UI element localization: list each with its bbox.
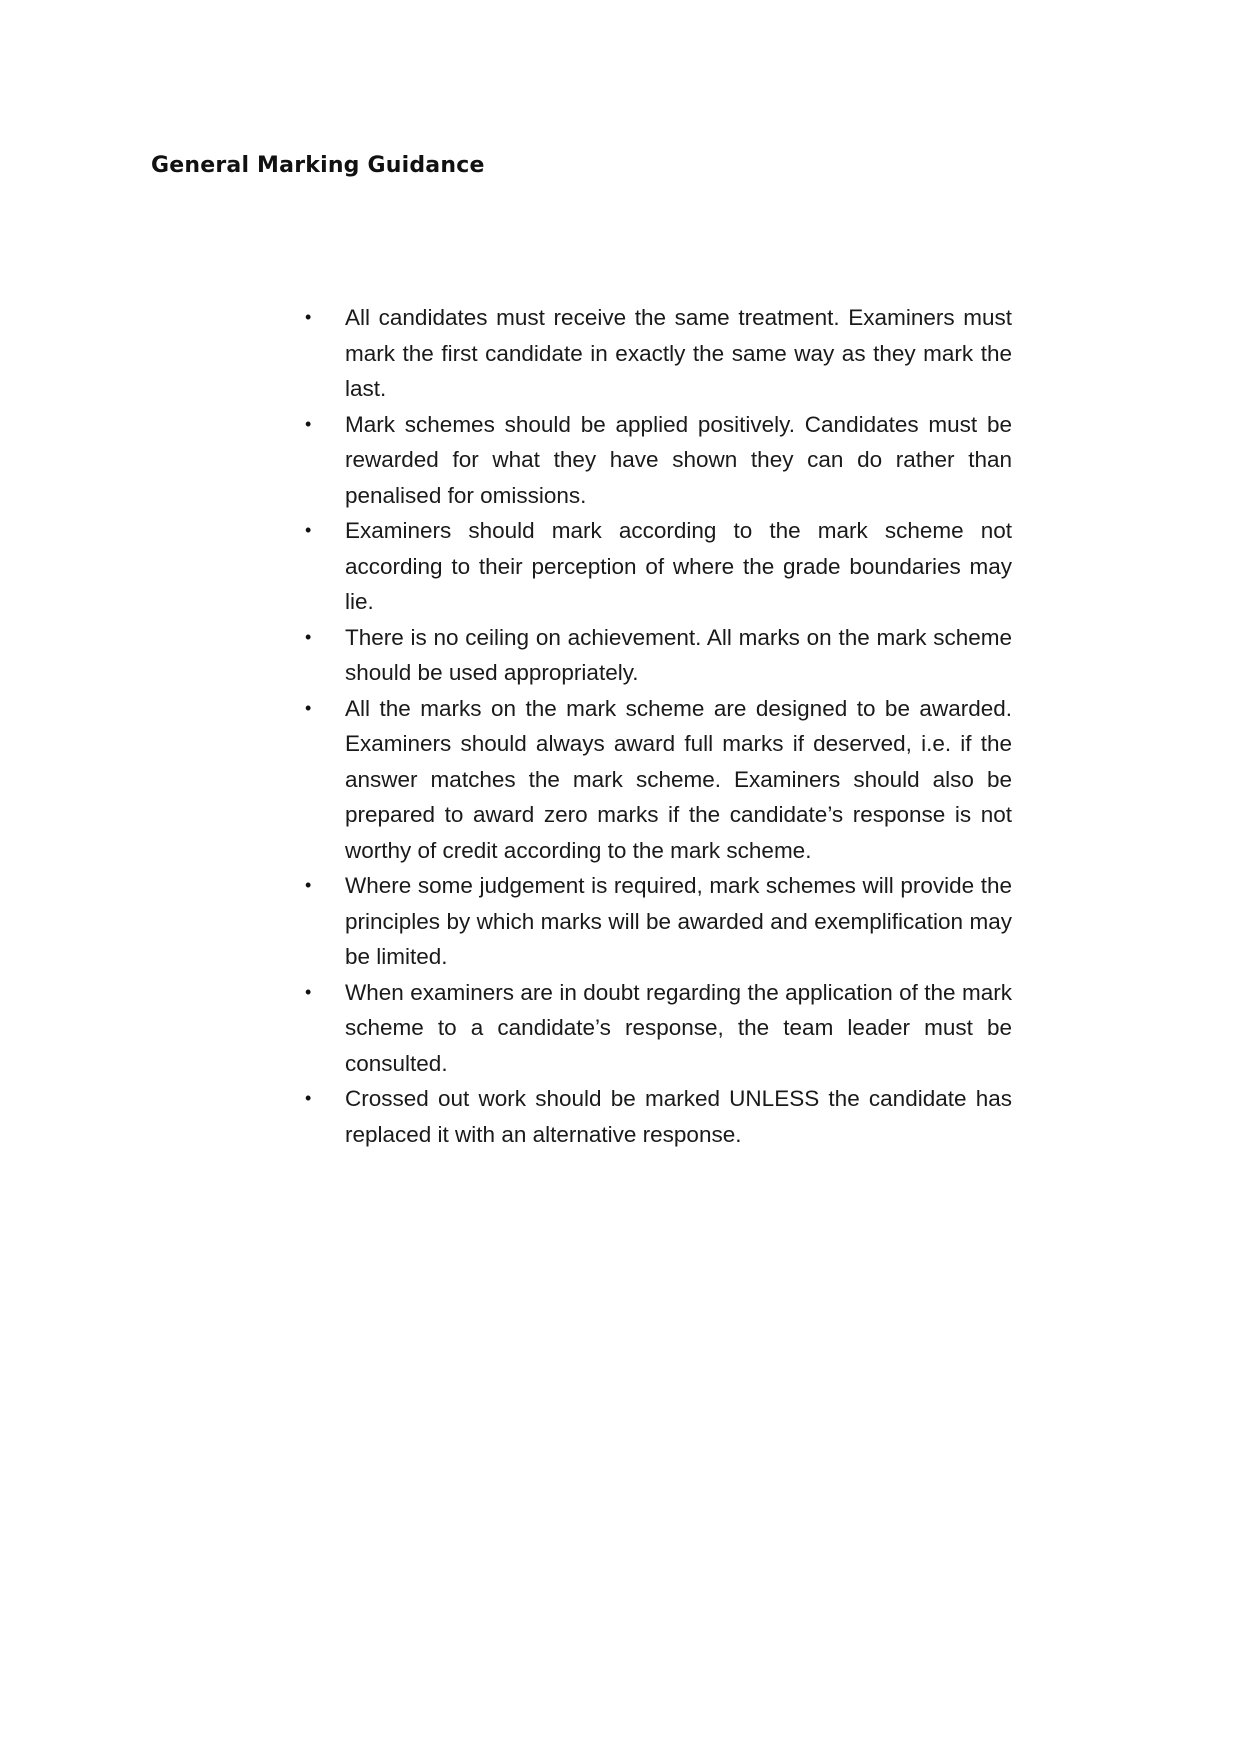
list-item-text: There is no ceiling on achievement. All marks on the mark scheme should be used appropriately.	[345, 624, 1012, 685]
bullet-icon: •	[305, 697, 312, 718]
bullet-icon: •	[305, 626, 312, 647]
list-item-text: Where some judgement is required, mark schemes will provide the principles by which marks will be awarded and exemplification may be limited.	[345, 873, 1012, 969]
list-item	[305, 513, 1012, 620]
bullet-icon: •	[305, 413, 312, 434]
list-item-text: Examiners should mark according to the mark scheme not according to their perception of where the grade boundaries may lie.	[345, 518, 1012, 614]
list-item	[305, 1081, 1012, 1152]
list-item-text: When examiners are in doubt regarding the application of the mark scheme to a candidate’s response, the team leader must be consulted.	[345, 979, 1012, 1076]
list-item	[305, 300, 1012, 407]
list-item-text: All the marks on the mark scheme are designed to be awarded. Examiners should always award full marks if deserved, i.e. if the answer matches the mark scheme. Examiners should also be prepared to award zero marks if the candidate’s response is not worthy of credit according to the mark scheme.	[345, 695, 1012, 863]
list-item	[305, 691, 1012, 869]
bullet-icon: •	[305, 1088, 312, 1108]
bullet-icon: •	[305, 875, 312, 895]
list-item-text: Mark schemes should be applied positively. Candidates must be rewarded for what they have shown they can do rather than penalised for omissions.	[345, 411, 1012, 508]
list-item	[305, 975, 1012, 1082]
guidance-list	[305, 300, 1012, 1152]
list-item	[305, 407, 1012, 514]
list-item-text: Crossed out work should be marked UNLESS the candidate has replaced it with an alternative response.	[345, 1086, 1012, 1147]
bullet-icon: •	[305, 981, 312, 1002]
bullet-icon: •	[305, 307, 312, 327]
page-title: General Marking Guidance	[151, 153, 485, 178]
list-item-text: All candidates must receive the same treatment. Examiners must mark the first candidate in exactly the same way as they mark the last.	[345, 305, 1012, 401]
list-item	[305, 868, 1012, 975]
bullet-icon: •	[305, 520, 312, 540]
list-item	[305, 620, 1012, 691]
